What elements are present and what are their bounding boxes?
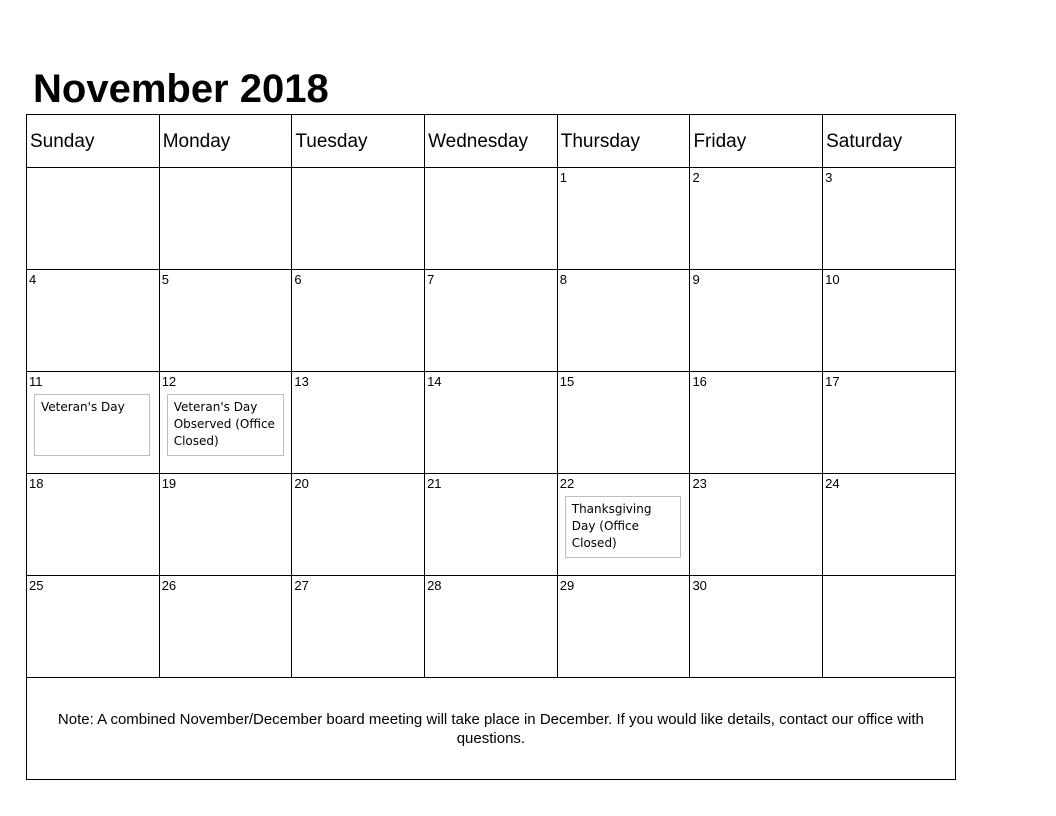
day-cell bbox=[557, 576, 690, 678]
day-number: 19 bbox=[161, 476, 177, 491]
day-cell bbox=[425, 372, 558, 474]
week-row bbox=[27, 270, 956, 372]
day-number: 9 bbox=[692, 272, 700, 287]
day-number: 12 bbox=[161, 374, 177, 389]
day-cell bbox=[27, 372, 160, 474]
day-number: 21 bbox=[427, 476, 442, 491]
day-number: 30 bbox=[692, 578, 707, 593]
weekday-header: Wednesday bbox=[425, 115, 558, 168]
day-cell bbox=[425, 576, 558, 678]
day-number: 16 bbox=[692, 374, 707, 389]
day-number: 20 bbox=[294, 476, 309, 491]
event-veterans-day: Veteran's Day bbox=[34, 394, 150, 456]
weekday-header-row bbox=[27, 115, 956, 168]
day-cell bbox=[557, 474, 690, 576]
day-number: 5 bbox=[161, 272, 169, 287]
day-number: 10 bbox=[825, 272, 840, 287]
day-cell bbox=[159, 270, 292, 372]
week-row bbox=[27, 372, 956, 474]
day-cell bbox=[159, 576, 292, 678]
day-cell bbox=[823, 168, 956, 270]
day-number: 14 bbox=[427, 374, 442, 389]
day-number: 26 bbox=[161, 578, 177, 593]
day-cell bbox=[425, 270, 558, 372]
day-number: 8 bbox=[559, 272, 567, 287]
day-cell bbox=[425, 474, 558, 576]
day-cell bbox=[159, 168, 292, 270]
calendar-note: Note: A combined November/December board meeting will take place in December. If you would like details, contact our office with questions. bbox=[27, 678, 956, 780]
day-number: 13 bbox=[294, 374, 309, 389]
day-cell bbox=[27, 576, 160, 678]
day-cell bbox=[159, 372, 292, 474]
day-cell bbox=[27, 168, 160, 270]
day-number: 17 bbox=[825, 374, 840, 389]
day-cell bbox=[557, 168, 690, 270]
day-number: 18 bbox=[29, 476, 44, 491]
day-cell bbox=[823, 372, 956, 474]
day-number: 28 bbox=[427, 578, 442, 593]
day-cell bbox=[823, 474, 956, 576]
event-veterans-day-observed: Veteran's Day Observed (Office Closed) bbox=[167, 394, 284, 456]
weekday-header: Saturday bbox=[823, 115, 956, 168]
note-row bbox=[27, 678, 956, 780]
week-row bbox=[27, 576, 956, 678]
day-cell bbox=[823, 576, 956, 678]
week-row bbox=[27, 168, 956, 270]
day-number: 1 bbox=[559, 170, 567, 185]
day-cell bbox=[823, 270, 956, 372]
day-number: 23 bbox=[692, 476, 707, 491]
day-cell bbox=[690, 474, 823, 576]
day-cell bbox=[557, 372, 690, 474]
weekday-header: Sunday bbox=[27, 115, 160, 168]
day-number: 15 bbox=[559, 374, 575, 389]
day-cell bbox=[690, 372, 823, 474]
day-cell bbox=[292, 474, 425, 576]
day-cell bbox=[292, 168, 425, 270]
day-cell bbox=[27, 474, 160, 576]
day-cell bbox=[292, 270, 425, 372]
day-cell bbox=[690, 576, 823, 678]
week-row bbox=[27, 474, 956, 576]
weekday-header: Monday bbox=[159, 115, 292, 168]
calendar-grid bbox=[26, 114, 956, 780]
day-number: 27 bbox=[294, 578, 309, 593]
day-cell bbox=[27, 270, 160, 372]
day-number: 3 bbox=[825, 170, 833, 185]
day-number: 11 bbox=[29, 374, 43, 389]
day-cell bbox=[557, 270, 690, 372]
weekday-header: Tuesday bbox=[292, 115, 425, 168]
day-cell bbox=[159, 474, 292, 576]
event-thanksgiving-day: Thanksgiving Day (Office Closed) bbox=[565, 496, 681, 558]
day-cell bbox=[292, 372, 425, 474]
day-number: 2 bbox=[692, 170, 700, 185]
weekday-header: Thursday bbox=[557, 115, 690, 168]
day-number: 24 bbox=[825, 476, 840, 491]
calendar-title: November 2018 bbox=[33, 67, 329, 111]
day-number: 22 bbox=[559, 476, 575, 491]
day-cell bbox=[690, 168, 823, 270]
day-cell bbox=[292, 576, 425, 678]
day-number: 29 bbox=[559, 578, 575, 593]
day-number: 25 bbox=[29, 578, 44, 593]
day-number: 6 bbox=[294, 272, 302, 287]
weekday-header: Friday bbox=[690, 115, 823, 168]
day-cell bbox=[690, 270, 823, 372]
day-number: 4 bbox=[29, 272, 37, 287]
day-number: 7 bbox=[427, 272, 435, 287]
day-cell bbox=[425, 168, 558, 270]
